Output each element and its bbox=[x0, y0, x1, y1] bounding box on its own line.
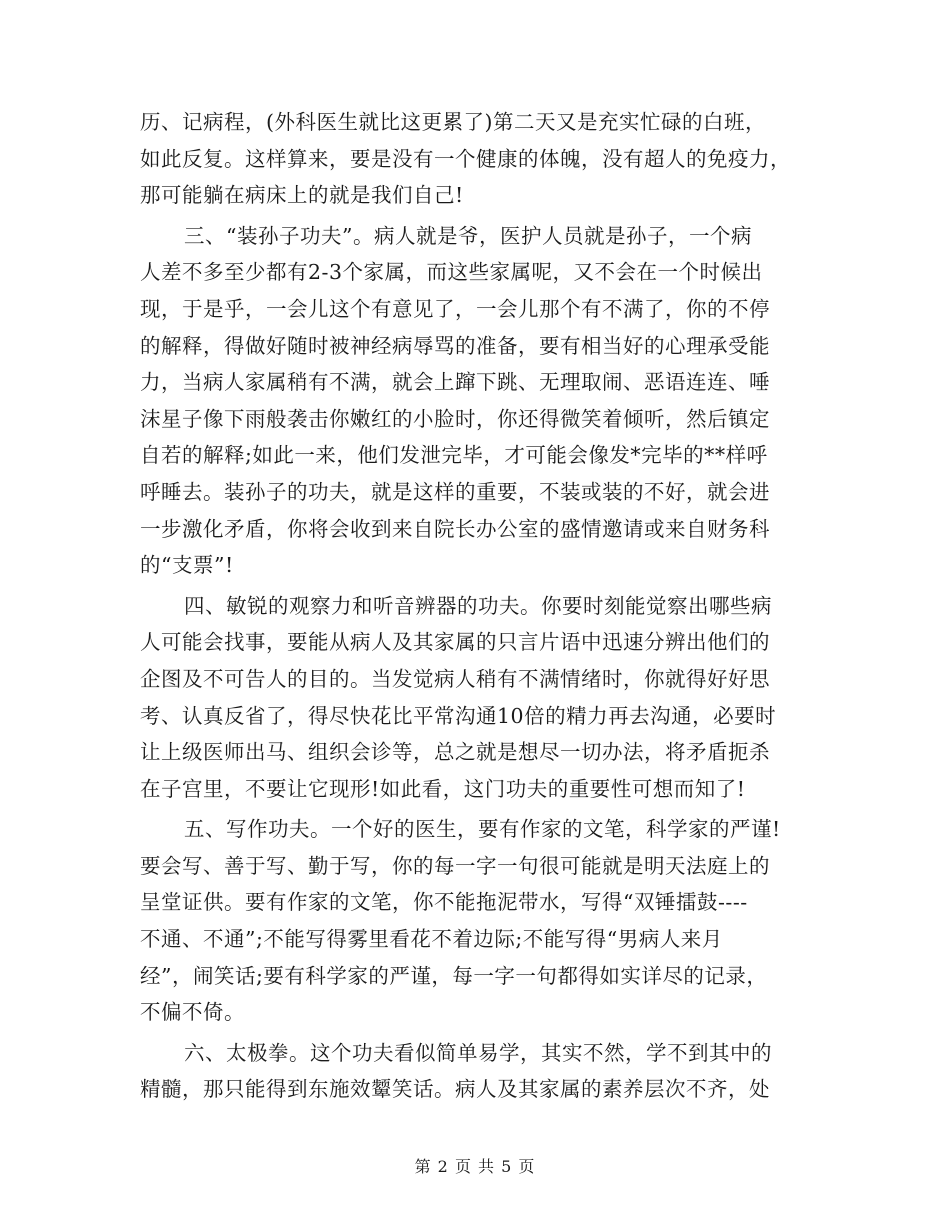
text-line: 五、写作功夫。一个好的医生，要有作家的文笔，科学家的严谨! bbox=[184, 817, 781, 842]
text-line: 经”，闹笑话;要有科学家的严谨，每一字一句都得如实详尽的记录， bbox=[140, 963, 768, 988]
text-line: 三、“装孙子功夫”。病人就是爷，医护人员就是孙子，一个病 bbox=[184, 223, 752, 248]
text-line: 自若的解释;如此一来，他们发泄完毕，才可能会像发*完毕的**样呼 bbox=[140, 443, 768, 468]
text-line: 让上级医师出马、组织会诊等，总之就是想尽一切办法，将矛盾扼杀 bbox=[140, 740, 770, 765]
text-line: 的解释，得做好随时被神经病辱骂的准备，要有相当好的心理承受能 bbox=[140, 333, 770, 358]
text-line: 四、敏锐的观察力和听音辨器的功夫。你要时刻能觉察出哪些病 bbox=[184, 593, 772, 618]
page-footer: 第 2 页 共 5 页 bbox=[414, 1157, 536, 1176]
text-line: 企图及不可告人的目的。当发觉病人稍有不满情绪时，你就得好好思 bbox=[140, 666, 770, 691]
text-line: 沫星子像下雨般袭击你嫩红的小脸时，你还得微笑着倾听，然后镇定 bbox=[140, 406, 770, 431]
text-line: 人差不多至少都有2-3个家属，而这些家属呢，又不会在一个时候出 bbox=[140, 260, 763, 285]
document-body bbox=[140, 104, 810, 1108]
text-line: 不偏不倚。 bbox=[140, 1000, 245, 1025]
text-line: 呼睡去。装孙子的功夫，就是这样的重要，不装或装的不好，就会进 bbox=[140, 479, 770, 504]
text-line: 精髓，那只能得到东施效颦笑话。病人及其家属的素养层次不齐，处 bbox=[140, 1077, 770, 1102]
text-line: 呈堂证供。要有作家的文笔，你不能拖泥带水，写得“双锤擂鼓---- bbox=[140, 890, 748, 915]
text-line: 力，当病人家属稍有不满，就会上蹿下跳、无理取闹、恶语连连、唾 bbox=[140, 370, 770, 395]
text-line: 的“支票”! bbox=[140, 553, 234, 578]
text-line: 现，于是乎，一会儿这个有意见了，一会儿那个有不满了，你的不停 bbox=[140, 296, 770, 321]
text-line: 六、太极拳。这个功夫看似简单易学，其实不然，学不到其中的 bbox=[184, 1040, 772, 1065]
text-line: 历、记病程，(外科医生就比这更累了)第二天又是充实忙碌的白班， bbox=[140, 110, 766, 134]
text-line: 那可能躺在病床上的就是我们自己! bbox=[140, 183, 464, 208]
text-line: 如此反复。这样算来，要是没有一个健康的体魄，没有超人的免疫力， bbox=[140, 146, 791, 171]
text-line: 不通、不通”;不能写得雾里看花不着边际;不能写得“男病人来月 bbox=[140, 927, 723, 952]
text-line: 考、认真反省了，得尽快花比平常沟通10倍的精力再去沟通，必要时 bbox=[140, 703, 777, 728]
text-line: 人可能会找事，要能从病人及其家属的只言片语中迅速分辨出他们的 bbox=[140, 630, 770, 655]
text-line: 要会写、善于写、勤于写，你的每一字一句很可能就是明天法庭上的 bbox=[140, 853, 770, 878]
text-line: 一步激化矛盾，你将会收到来自院长办公室的盛情邀请或来自财务科 bbox=[140, 516, 770, 541]
text-line: 在子宫里，不要让它现形!如此看，这门功夫的重要性可想而知了! bbox=[140, 776, 746, 801]
